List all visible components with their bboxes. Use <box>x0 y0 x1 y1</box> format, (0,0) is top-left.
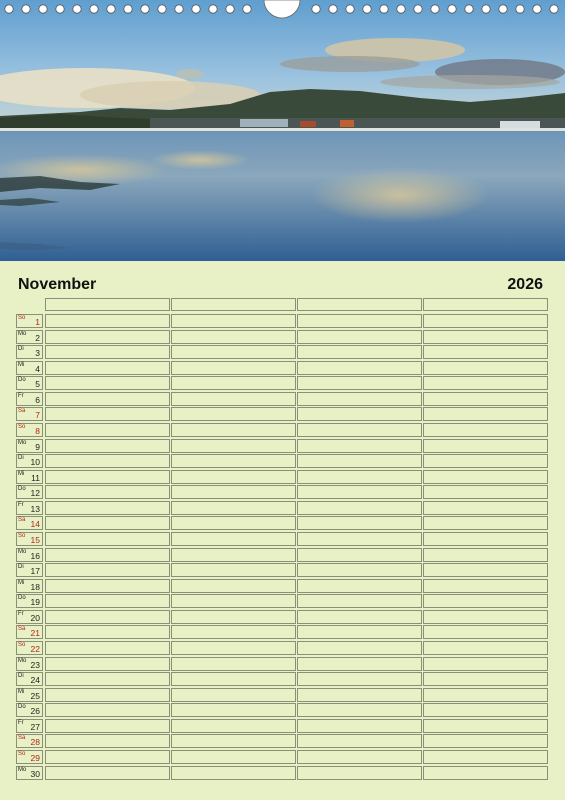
day-label-cell <box>16 610 43 624</box>
day-number: 13 <box>30 503 40 514</box>
entry-cell[interactable] <box>297 330 422 344</box>
day-number: 26 <box>30 706 40 717</box>
entry-cell[interactable] <box>423 485 548 499</box>
day-number: 10 <box>30 457 40 468</box>
entry-cell[interactable] <box>297 423 422 437</box>
entry-cell[interactable] <box>45 625 170 639</box>
binding-hole <box>465 5 473 13</box>
weekday-abbr: So <box>18 641 26 648</box>
binding-hole <box>482 5 490 13</box>
day-row <box>16 314 550 330</box>
day-label-cell <box>16 407 43 421</box>
entry-cell[interactable] <box>171 548 296 562</box>
entry-cell[interactable] <box>423 501 548 515</box>
weekday-abbr: Fr <box>18 392 24 399</box>
day-number: 7 <box>35 410 40 421</box>
binding-hole <box>448 5 456 13</box>
entry-cell[interactable] <box>171 330 296 344</box>
day-label-cell <box>16 641 43 655</box>
day-label-cell <box>16 532 43 546</box>
entry-cell[interactable] <box>423 532 548 546</box>
entry-cell[interactable] <box>423 579 548 593</box>
entry-cell[interactable] <box>423 454 548 468</box>
binding-hole <box>158 5 166 13</box>
entry-cell[interactable] <box>171 688 296 702</box>
entry-cell[interactable] <box>423 688 548 702</box>
entry-cell[interactable] <box>297 610 422 624</box>
day-label-cell <box>16 594 43 608</box>
entry-cell[interactable] <box>423 392 548 406</box>
entry-cell[interactable] <box>45 734 170 748</box>
entry-cell[interactable] <box>171 454 296 468</box>
day-number: 20 <box>30 612 40 623</box>
day-number: 12 <box>30 488 40 499</box>
day-row <box>16 439 550 455</box>
day-label-cell <box>16 750 43 764</box>
weekday-abbr: So <box>18 532 26 539</box>
entry-cell[interactable] <box>171 392 296 406</box>
day-label-cell <box>16 392 43 406</box>
day-label-cell <box>16 361 43 375</box>
entry-cell[interactable] <box>45 439 170 453</box>
entry-cell[interactable] <box>45 610 170 624</box>
day-number: 15 <box>30 534 40 545</box>
entry-cell[interactable] <box>297 407 422 421</box>
day-number: 23 <box>30 659 40 670</box>
entry-cell[interactable] <box>45 703 170 717</box>
day-row <box>16 423 550 439</box>
entry-cell[interactable] <box>171 501 296 515</box>
entry-cell[interactable] <box>45 563 170 577</box>
day-label-cell <box>16 439 43 453</box>
weekday-abbr: Mi <box>18 361 25 368</box>
entry-cell[interactable] <box>297 625 422 639</box>
column-header-cell[interactable] <box>423 298 548 311</box>
harbor-landscape-photo <box>0 0 565 261</box>
weekday-abbr: Do <box>18 595 26 602</box>
entry-cell[interactable] <box>45 501 170 515</box>
day-number: 28 <box>30 737 40 748</box>
weekday-abbr: So <box>18 315 26 321</box>
entry-cell[interactable] <box>45 485 170 499</box>
entry-cell[interactable] <box>423 594 548 608</box>
binding-hole <box>550 5 558 13</box>
entry-cell[interactable] <box>45 719 170 733</box>
entry-cell[interactable] <box>297 376 422 390</box>
day-number: 3 <box>35 348 40 359</box>
entry-cell[interactable] <box>45 330 170 344</box>
weekday-abbr: Sa <box>18 735 26 742</box>
day-row <box>16 501 550 517</box>
entry-cell[interactable] <box>171 485 296 499</box>
day-row <box>16 407 550 423</box>
entry-cell[interactable] <box>171 750 296 764</box>
entry-cell[interactable] <box>45 548 170 562</box>
entry-cell[interactable] <box>171 516 296 530</box>
entry-cell[interactable] <box>297 501 422 515</box>
day-number: 16 <box>30 550 40 561</box>
entry-cell[interactable] <box>297 361 422 375</box>
entry-cell[interactable] <box>45 750 170 764</box>
day-label-cell <box>16 719 43 733</box>
binding-hole <box>397 5 405 13</box>
day-number: 1 <box>35 317 40 327</box>
binding-hole <box>175 5 183 13</box>
binding-hole <box>346 5 354 13</box>
entry-cell[interactable] <box>297 485 422 499</box>
entry-cell[interactable] <box>45 594 170 608</box>
entry-cell[interactable] <box>45 470 170 484</box>
entry-cell[interactable] <box>171 376 296 390</box>
entry-cell[interactable] <box>171 625 296 639</box>
entry-cell[interactable] <box>423 470 548 484</box>
entry-cell[interactable] <box>423 345 548 359</box>
day-row <box>16 376 550 392</box>
entry-cell[interactable] <box>297 579 422 593</box>
entry-cell[interactable] <box>423 563 548 577</box>
column-header-cell[interactable] <box>297 298 422 311</box>
entry-cell[interactable] <box>423 672 548 686</box>
weekday-abbr: So <box>18 423 26 430</box>
weekday-abbr: Di <box>18 455 24 462</box>
binding-hole <box>363 5 371 13</box>
entry-cell[interactable] <box>423 516 548 530</box>
entry-cell[interactable] <box>45 657 170 671</box>
entry-cell[interactable] <box>297 516 422 530</box>
day-number: 29 <box>30 752 40 763</box>
entry-cell[interactable] <box>171 703 296 717</box>
binding-hole <box>56 5 64 13</box>
weekday-abbr: So <box>18 750 26 757</box>
day-row <box>16 688 550 704</box>
entry-cell[interactable] <box>297 345 422 359</box>
binding-hole <box>414 5 422 13</box>
weekday-abbr: Do <box>18 704 26 711</box>
day-row <box>16 345 550 361</box>
binding-hole <box>192 5 200 13</box>
day-label-cell <box>16 454 43 468</box>
entry-cell[interactable] <box>423 330 548 344</box>
day-row <box>16 485 550 501</box>
day-number: 2 <box>35 332 40 343</box>
binding-hole <box>431 5 439 13</box>
weekday-abbr: Sa <box>18 517 26 524</box>
day-row <box>16 610 550 626</box>
entry-cell[interactable] <box>171 719 296 733</box>
entry-cell[interactable] <box>45 641 170 655</box>
day-number: 19 <box>30 597 40 608</box>
entry-cell[interactable] <box>297 657 422 671</box>
day-label-cell <box>16 734 43 748</box>
entry-cell[interactable] <box>423 314 548 328</box>
weekday-abbr: Sa <box>18 408 26 415</box>
entry-cell[interactable] <box>423 376 548 390</box>
entry-cell[interactable] <box>171 314 296 328</box>
entry-cell[interactable] <box>171 734 296 748</box>
weekday-abbr: Mo <box>18 330 27 337</box>
day-row <box>16 563 550 579</box>
day-label-cell <box>16 330 43 344</box>
entry-cell[interactable] <box>297 688 422 702</box>
entry-cell[interactable] <box>297 750 422 764</box>
day-label-cell <box>16 766 43 780</box>
day-number: 18 <box>30 581 40 592</box>
day-number: 6 <box>35 394 40 405</box>
day-label-cell <box>16 703 43 717</box>
entry-cell[interactable] <box>297 314 422 328</box>
year-title: 2026 <box>507 276 543 293</box>
entry-cell[interactable] <box>423 719 548 733</box>
entry-cell[interactable] <box>45 454 170 468</box>
entry-cell[interactable] <box>297 594 422 608</box>
day-label-cell <box>16 423 43 437</box>
entry-cell[interactable] <box>423 625 548 639</box>
day-row <box>16 703 550 719</box>
binding-hole <box>124 5 132 13</box>
weekday-abbr: Mo <box>18 439 27 446</box>
entry-cell[interactable] <box>171 423 296 437</box>
day-row <box>16 579 550 595</box>
entry-cell[interactable] <box>423 703 548 717</box>
entry-cell[interactable] <box>45 423 170 437</box>
weekday-abbr: Do <box>18 377 26 384</box>
entry-cell[interactable] <box>171 345 296 359</box>
weekday-abbr: Do <box>18 486 26 493</box>
day-label-cell <box>16 672 43 686</box>
day-number: 30 <box>30 768 40 779</box>
day-label-cell <box>16 314 43 328</box>
day-row <box>16 516 550 532</box>
day-label-cell <box>16 563 43 577</box>
day-number: 5 <box>35 379 40 390</box>
entry-cell[interactable] <box>45 579 170 593</box>
entry-cell[interactable] <box>171 610 296 624</box>
day-number: 24 <box>30 675 40 686</box>
day-row <box>16 734 550 750</box>
weekday-abbr: Fr <box>18 610 24 617</box>
weekday-abbr: Di <box>18 673 24 680</box>
binding-hole <box>533 5 541 13</box>
entry-cell[interactable] <box>297 454 422 468</box>
entry-cell[interactable] <box>45 361 170 375</box>
entry-cell[interactable] <box>423 766 548 780</box>
binding-hole <box>516 5 524 13</box>
day-number: 14 <box>30 519 40 530</box>
binding-hole <box>209 5 217 13</box>
entry-cell[interactable] <box>297 719 422 733</box>
binding-hole <box>141 5 149 13</box>
spiral-binding <box>0 0 565 20</box>
entry-cell[interactable] <box>171 594 296 608</box>
day-number: 4 <box>35 363 40 374</box>
day-label-cell <box>16 501 43 515</box>
day-label-cell <box>16 657 43 671</box>
day-number: 21 <box>30 628 40 639</box>
entry-cell[interactable] <box>171 470 296 484</box>
entry-cell[interactable] <box>423 361 548 375</box>
entry-cell[interactable] <box>171 407 296 421</box>
day-label-cell <box>16 485 43 499</box>
entry-cell[interactable] <box>171 672 296 686</box>
binding-hole <box>329 5 337 13</box>
entry-cell[interactable] <box>171 563 296 577</box>
entry-cell[interactable] <box>45 314 170 328</box>
entry-cell[interactable] <box>297 703 422 717</box>
weekday-abbr: Mo <box>18 548 27 555</box>
day-row <box>16 470 550 486</box>
entry-cell[interactable] <box>297 532 422 546</box>
binding-hole <box>380 5 388 13</box>
entry-cell[interactable] <box>45 672 170 686</box>
entry-cell[interactable] <box>45 688 170 702</box>
hanger-notch <box>264 0 300 18</box>
entry-cell[interactable] <box>297 439 422 453</box>
day-row <box>16 672 550 688</box>
day-row <box>16 625 550 641</box>
entry-cell[interactable] <box>297 563 422 577</box>
binding-hole <box>90 5 98 13</box>
binding-hole <box>107 5 115 13</box>
day-label-cell <box>16 345 43 359</box>
weekday-abbr: Sa <box>18 626 26 633</box>
entry-cell[interactable] <box>171 657 296 671</box>
entry-cell[interactable] <box>45 766 170 780</box>
day-number: 27 <box>30 721 40 732</box>
binding-hole <box>5 5 13 13</box>
entry-cell[interactable] <box>423 610 548 624</box>
binding-hole <box>226 5 234 13</box>
entry-cell[interactable] <box>423 734 548 748</box>
weekday-abbr: Di <box>18 346 24 353</box>
weekday-abbr: Mi <box>18 470 25 477</box>
day-row <box>16 719 550 735</box>
entry-cell[interactable] <box>297 548 422 562</box>
entry-cell[interactable] <box>45 345 170 359</box>
binding-hole <box>73 5 81 13</box>
day-number: 9 <box>35 441 40 452</box>
entry-cell[interactable] <box>423 423 548 437</box>
day-row <box>16 594 550 610</box>
day-number: 17 <box>30 566 40 577</box>
day-label-cell <box>16 376 43 390</box>
day-label-cell <box>16 688 43 702</box>
day-number: 11 <box>31 472 40 483</box>
entry-cell[interactable] <box>297 641 422 655</box>
day-label-cell <box>16 516 43 530</box>
day-label-cell <box>16 579 43 593</box>
entry-cell[interactable] <box>45 407 170 421</box>
entry-cell[interactable] <box>171 641 296 655</box>
entry-cell[interactable] <box>45 376 170 390</box>
day-number: 25 <box>30 690 40 701</box>
weekday-abbr: Fr <box>18 719 24 726</box>
day-row <box>16 454 550 470</box>
day-row <box>16 532 550 548</box>
day-label-cell <box>16 470 43 484</box>
day-label-cell <box>16 548 43 562</box>
entry-cell[interactable] <box>423 548 548 562</box>
column-header-cell[interactable] <box>45 298 170 311</box>
binding-hole <box>243 5 251 13</box>
weekday-abbr: Di <box>18 564 24 571</box>
month-title: November <box>18 276 97 293</box>
entry-cell[interactable] <box>297 392 422 406</box>
day-row <box>16 361 550 377</box>
binding-hole <box>22 5 30 13</box>
entry-cell[interactable] <box>423 407 548 421</box>
weekday-abbr: Mi <box>18 579 25 586</box>
entry-cell[interactable] <box>297 470 422 484</box>
binding-hole <box>39 5 47 13</box>
entry-cell[interactable] <box>297 672 422 686</box>
entry-cell[interactable] <box>171 532 296 546</box>
day-number: 8 <box>35 425 40 436</box>
entry-cell[interactable] <box>297 766 422 780</box>
day-row <box>16 657 550 673</box>
entry-cell[interactable] <box>423 641 548 655</box>
day-row <box>16 641 550 657</box>
entry-cell[interactable] <box>171 766 296 780</box>
entry-cell[interactable] <box>45 532 170 546</box>
day-row <box>16 548 550 564</box>
column-header-cell[interactable] <box>171 298 296 311</box>
weekday-abbr: Mo <box>18 657 27 664</box>
entry-cell[interactable] <box>297 734 422 748</box>
day-row <box>16 330 550 346</box>
weekday-abbr: Fr <box>18 501 24 508</box>
entry-cell[interactable] <box>45 392 170 406</box>
entry-cell[interactable] <box>423 750 548 764</box>
binding-hole <box>499 5 507 13</box>
day-row <box>16 392 550 408</box>
day-row <box>16 766 550 782</box>
entry-cell[interactable] <box>423 657 548 671</box>
day-label-cell <box>16 625 43 639</box>
entry-cell[interactable] <box>171 361 296 375</box>
entry-cell[interactable] <box>45 516 170 530</box>
entry-cell[interactable] <box>171 579 296 593</box>
day-number: 22 <box>30 643 40 654</box>
weekday-abbr: Mi <box>18 688 25 695</box>
entry-cell[interactable] <box>171 439 296 453</box>
binding-hole <box>312 5 320 13</box>
entry-cell[interactable] <box>423 439 548 453</box>
weekday-abbr: Mo <box>18 766 27 773</box>
day-row <box>16 750 550 766</box>
